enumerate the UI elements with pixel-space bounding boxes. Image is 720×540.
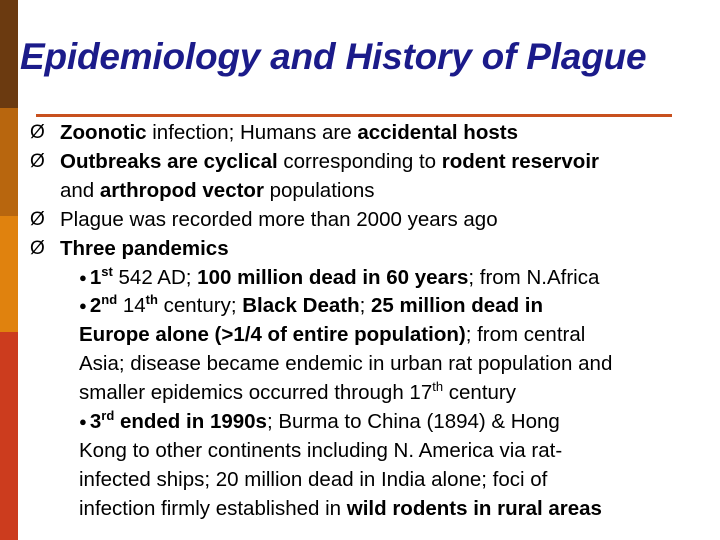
arrow-bullet-icon: Ø xyxy=(30,237,45,259)
pandemic-3: ● 3rd ended in 1990s; Burma to China (1894) & Hong xyxy=(79,408,560,434)
bullet-outbreaks-cont: and arthropod vector populations xyxy=(60,178,375,202)
pandemic-3-line4: infection firmly established in wild rodents in rural areas xyxy=(79,496,602,520)
title-underline xyxy=(36,114,672,117)
dot-bullet-icon: ● xyxy=(79,414,87,430)
sidebar-segment-red xyxy=(0,332,18,540)
pandemic-3-line2: Kong to other continents including N. America via rat- xyxy=(79,438,563,462)
bullet-outbreaks: Ø Outbreaks are cyclical corresponding to rodent reservoir xyxy=(30,148,714,177)
sidebar-segment-orange xyxy=(0,216,18,332)
pandemic-2-line2: Europe alone (>1/4 of entire population); from central xyxy=(79,323,586,347)
pandemic-2: ● 2nd 14th century; Black Death; 25 million dead in xyxy=(79,292,544,318)
pandemic-1: ● 1st 542 AD; 100 million dead in 60 years; from N.Africa xyxy=(79,263,600,289)
sidebar-color-bar xyxy=(0,0,18,540)
pandemic-2-line3: Asia; disease became endemic in urban rat population and xyxy=(79,352,613,376)
arrow-bullet-icon: Ø xyxy=(30,150,45,172)
bullet-zoonotic: Ø Zoonotic infection; Humans are accidental hosts xyxy=(30,119,714,148)
pandemic-2-line4: smaller epidemics occurred through 17th century xyxy=(79,379,516,405)
pandemic-3-line3: infected ships; 20 million dead in India alone; foci of xyxy=(79,467,548,491)
arrow-bullet-icon: Ø xyxy=(30,122,45,143)
bullet-recorded: Ø Plague was recorded more than 2000 years ago xyxy=(30,206,714,235)
sidebar-segment-dark-brown xyxy=(0,0,18,108)
dot-bullet-icon: ● xyxy=(79,298,87,314)
dot-bullet-icon: ● xyxy=(79,269,87,285)
bullet-three-pandemics: Ø Three pandemics xyxy=(30,235,714,264)
slide-title: Epidemiology and History of Plague xyxy=(20,36,647,77)
arrow-bullet-icon: Ø xyxy=(30,208,45,230)
bullet-list xyxy=(30,119,714,524)
sidebar-segment-brown xyxy=(0,108,18,216)
